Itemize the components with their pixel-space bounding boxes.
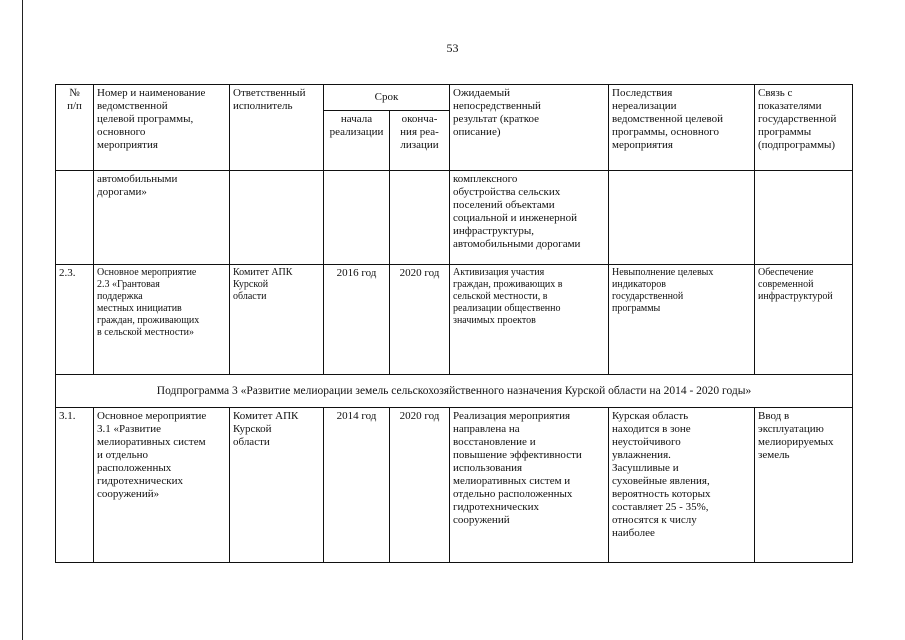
cell-start: 2014 год — [324, 408, 390, 563]
header-start: начала реализации — [324, 111, 390, 171]
cell-name: Основное мероприятие 2.3 «Грантовая поддержка местных инициатив граждан, проживающих в сельской местности» — [94, 265, 230, 375]
header-executor: Ответственный исполнитель — [230, 85, 324, 171]
cell-end: 2020 год — [390, 408, 450, 563]
cell-result: Реализация мероприятия направлена на восстановление и повышение эффективности использования мелиоративных систем и отдельно расположенных гидротехнических сооружений — [450, 408, 609, 563]
header-end: оконча- ния реа- лизации — [390, 111, 450, 171]
header-name: Номер и наименование ведомственной целевой программы, основного мероприятия — [94, 85, 230, 171]
page-number: 53 — [446, 41, 459, 55]
header-consequence: Последствия нереализации ведомственной целевой программы, основного мероприятия — [609, 85, 755, 171]
cell-end: 2020 год — [390, 265, 450, 375]
header-link: Связь с показателями государственной программы (подпрограммы) — [755, 85, 853, 171]
cell-executor: Комитет АПК Курской области — [230, 265, 324, 375]
cell-end — [390, 171, 450, 265]
cell-link: Обеспечение современной инфраструктурой — [755, 265, 853, 375]
program-table — [55, 84, 853, 563]
cell-executor: Комитет АПК Курской области — [230, 408, 324, 563]
cell-link: Ввод в эксплуатацию мелиорируемых земель — [755, 408, 853, 563]
cell-consequence: Невыполнение целевых индикаторов государственной программы — [609, 265, 755, 375]
header-result: Ожидаемый непосредственный результат (краткое описание) — [450, 85, 609, 171]
cell-num — [56, 171, 94, 265]
cell-num: 3.1. — [56, 408, 94, 563]
cell-num: 2.3. — [56, 265, 94, 375]
cell-result: комплексного обустройства сельских поселений объектами социальной и инженерной инфраструктуры, автомобильными дорогами — [450, 171, 609, 265]
header-num: № п/п — [56, 85, 94, 171]
cell-link — [755, 171, 853, 265]
header-term: Срок — [324, 85, 450, 111]
cell-result: Активизация участия граждан, проживающих в сельской местности, в реализации общественно значимых проектов — [450, 265, 609, 375]
cell-start: 2016 год — [324, 265, 390, 375]
subprogram-row — [56, 375, 853, 408]
cell-consequence: Курская область находится в зоне неустойчивого увлажнения. Засушливые и суховейные явления, вероятность которых составляет 25 - 35%, относятся к числу наиболее — [609, 408, 755, 563]
table-row — [56, 171, 853, 265]
cell-executor — [230, 171, 324, 265]
page-edge-line — [22, 0, 23, 640]
table-row — [56, 265, 853, 375]
cell-start — [324, 171, 390, 265]
subprogram-title: Подпрограмма 3 «Развитие мелиорации земель сельскохозяйственного назначения Курской области на 2014 - 2020 годы» — [56, 375, 853, 408]
cell-name: автомобильными дорогами» — [94, 171, 230, 265]
cell-consequence — [609, 171, 755, 265]
cell-name: Основное мероприятие 3.1 «Развитие мелиоративных систем и отдельно расположенных гидротехнических сооружений» — [94, 408, 230, 563]
table-header-row — [56, 85, 853, 111]
table-row — [56, 408, 853, 563]
